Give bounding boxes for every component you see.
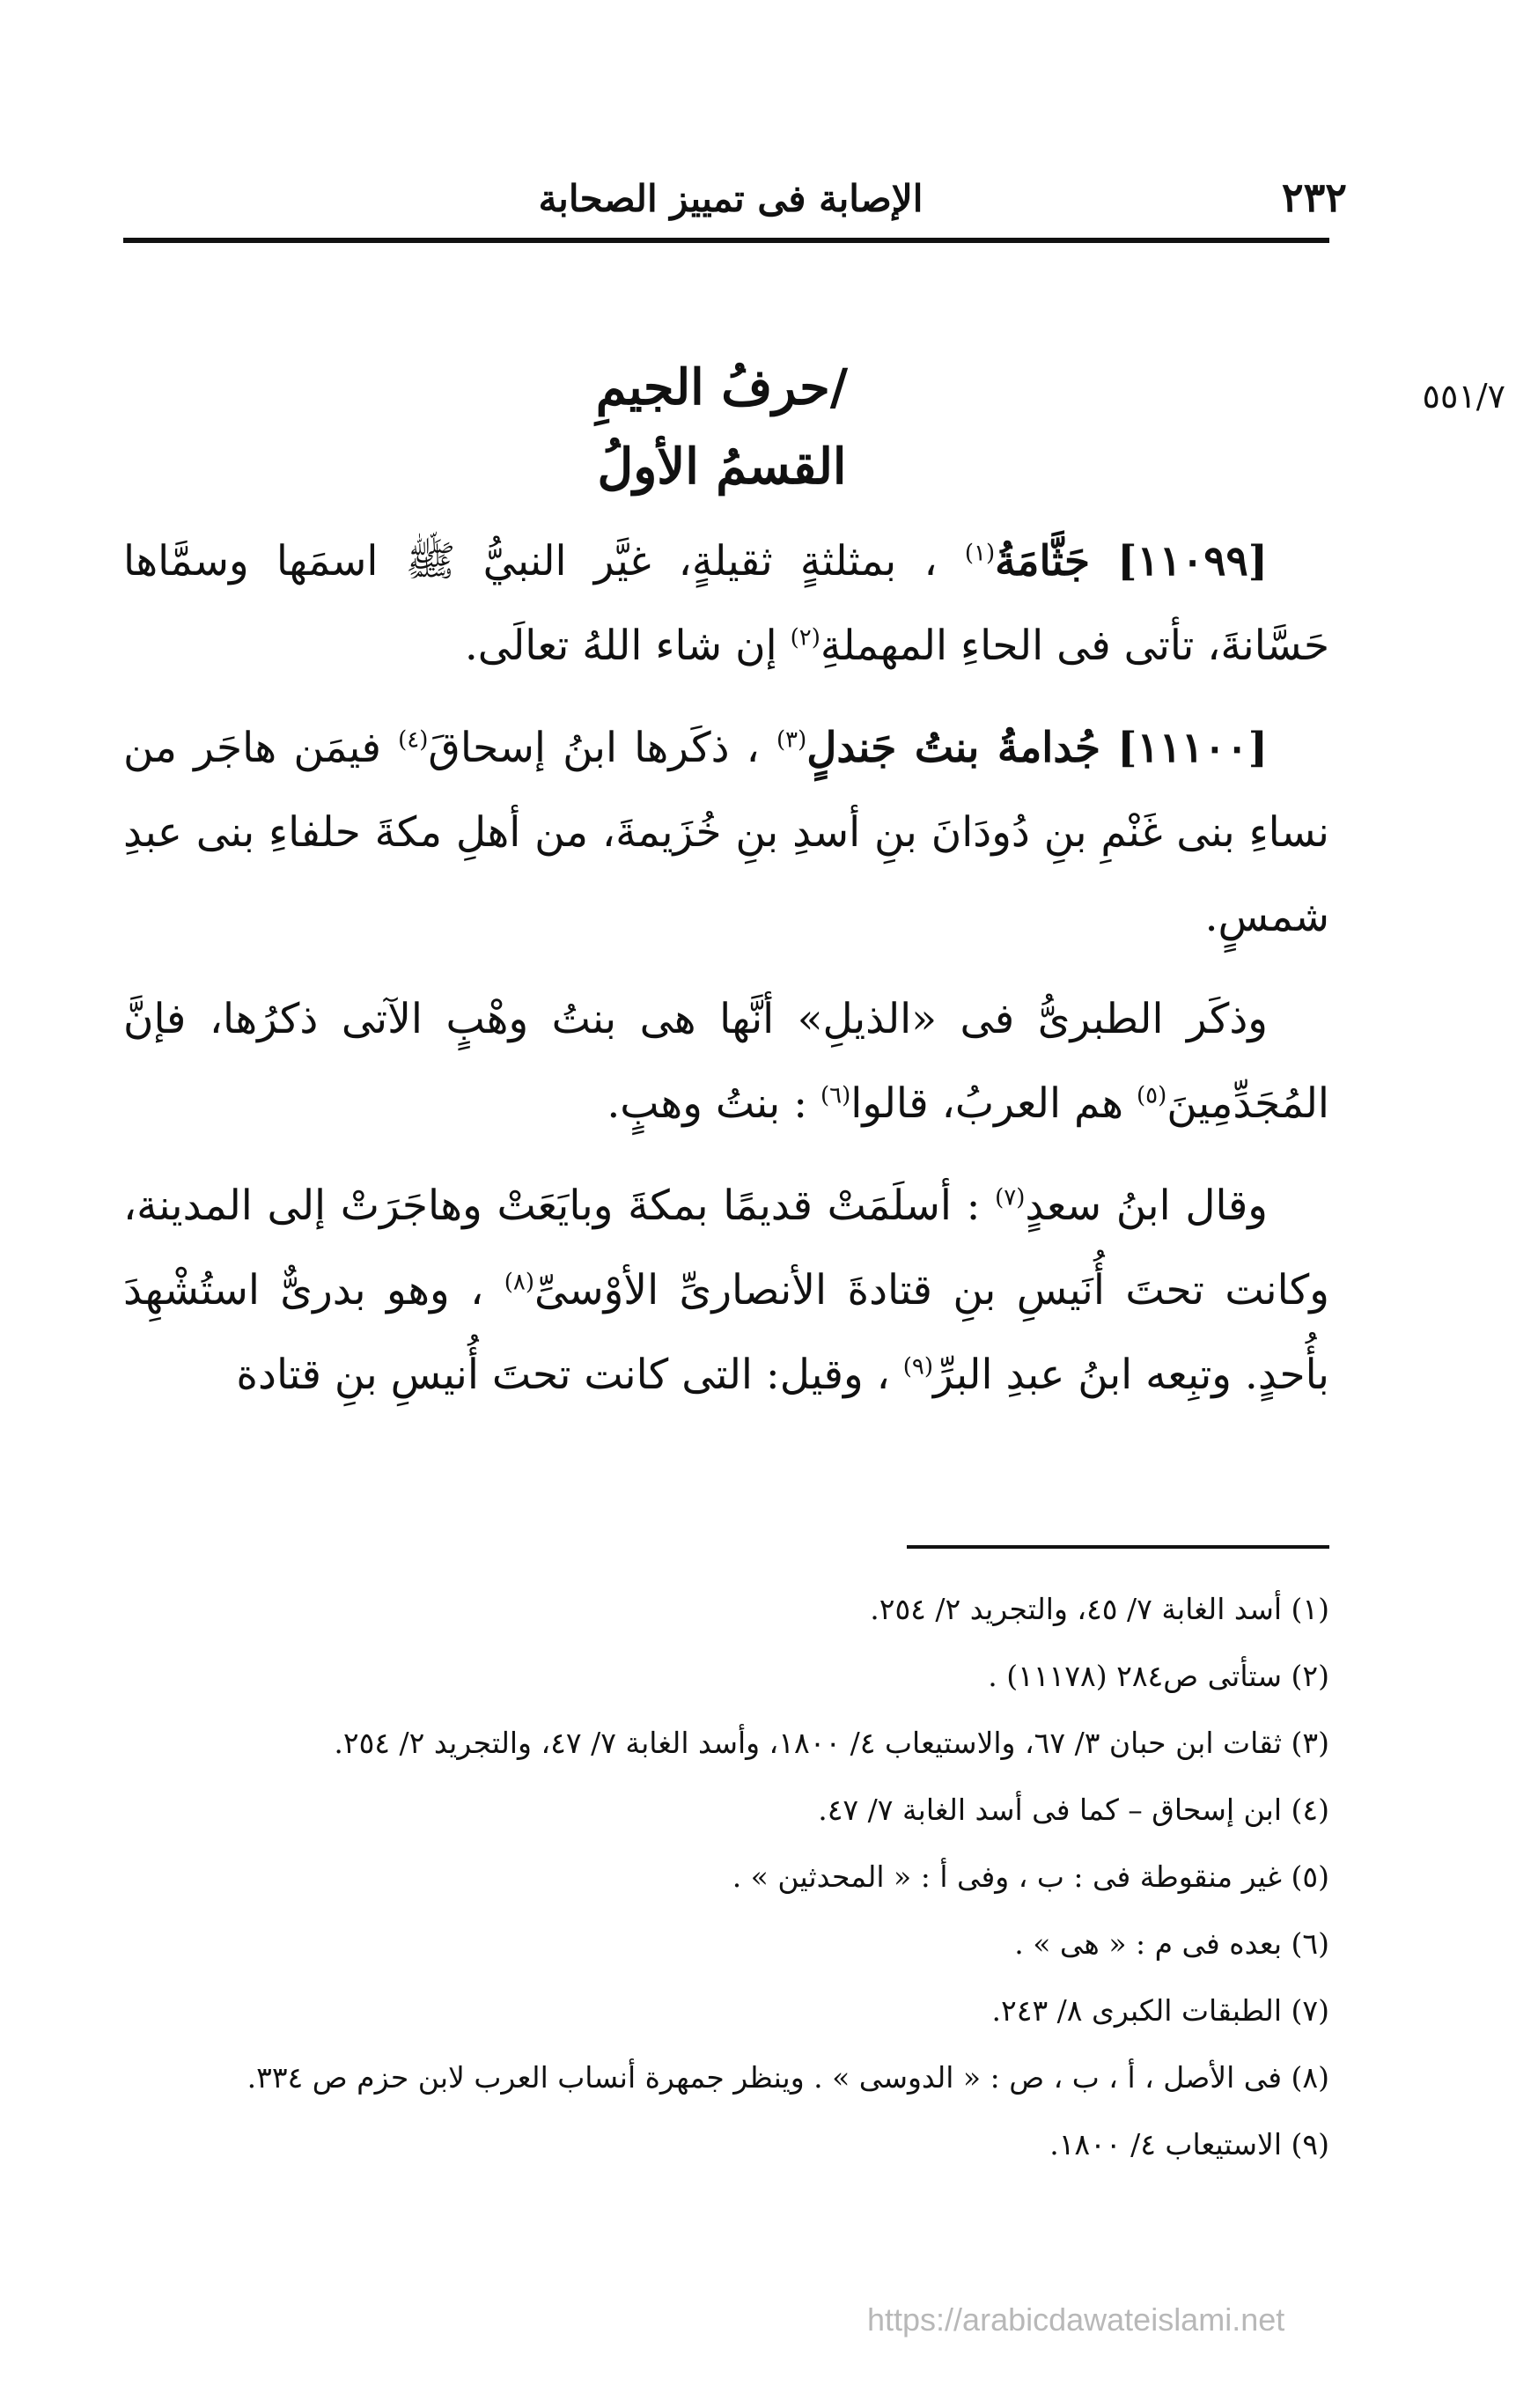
- paragraph-text: هم العربُ، قالوا: [850, 1079, 1124, 1128]
- footnote-marker: (٩): [902, 1353, 934, 1381]
- running-title: الإصابة فى تمييز الصحابة: [538, 177, 924, 220]
- footnote-marker: (٥): [1137, 1082, 1167, 1109]
- page-number: ٢٣٢: [1281, 173, 1347, 221]
- footnote: (١) أسد الغابة ٧/ ٤٥، والتجريد ٢/ ٢٥٤.: [870, 1592, 1329, 1626]
- body-paragraph: [123, 1164, 1329, 1418]
- header-rule: [123, 238, 1329, 243]
- footnote: (٢) ستأتى ص٢٨٤ (١١١٧٨) .: [988, 1659, 1329, 1693]
- footnote: (٨) فى الأصل ، أ ، ب ، ص : « الدوسى » . وينظر جمهرة أنساب العرب لابن حزم ص ٣٣٤.: [247, 2060, 1329, 2095]
- entry-number: [١١٠٩٩]: [1117, 537, 1268, 585]
- paragraph-text: وذكَر الطبرىُّ فى «الذيلِ» أنَّها هى بنتُ وهْبٍ الآتى ذكرُها، فإنَّ المُجَدِّمِينَ: [123, 995, 1329, 1128]
- footnote-marker: (٧): [995, 1184, 1026, 1211]
- entry-name: جَثَّامَةُ: [995, 537, 1091, 585]
- paragraph-text: وقال ابنُ سعدٍ: [1025, 1182, 1268, 1230]
- paragraph-text: : بنتُ وهبٍ.: [607, 1079, 808, 1128]
- entry-paragraph: [123, 706, 1329, 960]
- chapter-heading: /حرفُ الجيمِ: [595, 358, 849, 416]
- footnote: (٦) بعده فى م : « هى » .: [1014, 1926, 1329, 1961]
- footnote: (٣) ثقات ابن حبان ٣/ ٦٧، والاستيعاب ٤/ ١٨٠٠، وأسد الغابة ٧/ ٤٧، والتجريد ٢/ ٢٥٤.: [334, 1726, 1329, 1760]
- paragraph-text: : أسلَمَتْ قديمًا بمكةَ وبايَعَتْ وهاجَرَتْ إلى المدينة، وكانت تحتَ أُنَيسِ بنِ قتادةَ الأنصارىِّ الأوْسىِّ: [123, 1182, 1329, 1314]
- body-paragraph: [123, 977, 1329, 1146]
- entry-number: [١١١٠٠]: [1117, 724, 1268, 772]
- footnote-marker: (٢): [790, 624, 821, 652]
- footnote-marker: (٣): [776, 726, 807, 754]
- margin-reference: ٥٥١/٧: [1422, 377, 1505, 416]
- footnote-marker: (٤): [398, 726, 429, 754]
- entry-text: ، ذكَرها ابنُ إسحاقَ: [428, 724, 760, 772]
- footnote-marker: (٦): [820, 1082, 851, 1109]
- footnote: (٩) الاستيعاب ٤/ ١٨٠٠.: [1049, 2127, 1329, 2161]
- entry-text: إن شاء اللهُ تعالَى.: [464, 622, 777, 670]
- watermark-url: https://arabicdawateislami.net: [867, 2301, 1285, 2338]
- footnote-marker: (١): [964, 540, 996, 567]
- footnote-rule: [907, 1545, 1329, 1549]
- footnote: (٤) ابن إسحاق – كما فى أسد الغابة ٧/ ٤٧.: [818, 1793, 1329, 1827]
- entry-paragraph: [123, 519, 1329, 689]
- footnote: (٧) الطبقات الكبرى ٨/ ٢٤٣.: [991, 1993, 1329, 2028]
- paragraph-text: ، وهو بدرىٌّ استُشْهِدَ بأُحدٍ. وتبِعه ابنُ عبدِ البرِّ: [123, 1266, 1329, 1399]
- body-text: [123, 519, 1329, 1506]
- section-heading: القسمُ الأولُ: [597, 438, 847, 496]
- paragraph-text: ، وقيل: التى كانت تحتَ أُنيسِ بنِ قتادة: [236, 1351, 890, 1399]
- footnote-marker: (٨): [504, 1269, 535, 1296]
- entry-name: جُدامةُ بنتُ جَندلٍ: [806, 724, 1101, 772]
- footnote: (٥) غير منقوطة فى : ب ، وفى أ : « المحدثين » .: [732, 1859, 1329, 1894]
- footnotes: [123, 1576, 1329, 2178]
- entry-text: ، بمثلثةٍ ثقيلةٍ، غيَّر النبيُّ ﷺ اسمَها وسمَّاها حَسَّانةَ، تأتى فى الحاءِ المهملةِ: [123, 537, 1329, 670]
- entry-text: فيمَن هاجَر من نساءِ بنى غَنْمِ بنِ دُودَانَ بنِ أسدِ بنِ خُزَيمةَ، من أهلِ مكةَ حلفاءِ بنى عبدِ شمسٍ.: [123, 724, 1329, 941]
